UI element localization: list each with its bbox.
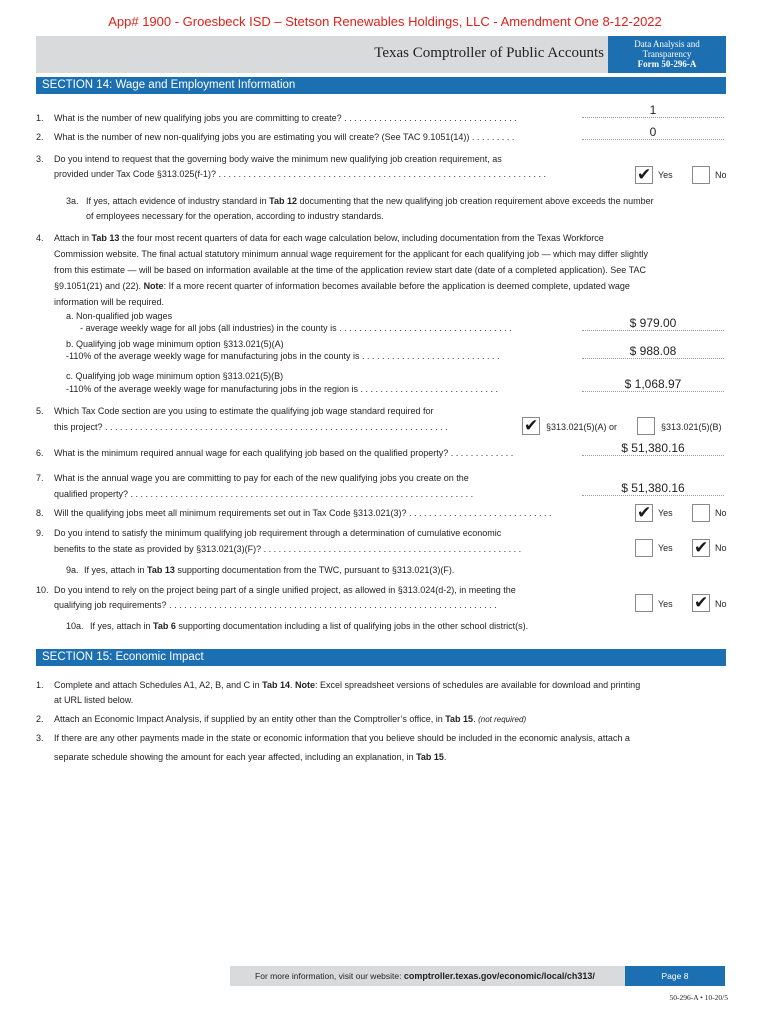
check-mark-icon: ✔ — [637, 165, 652, 184]
q8-no-label: No — [715, 508, 727, 518]
q5-number: 5. — [36, 406, 44, 416]
footer-bar — [230, 966, 725, 986]
q4c-answer-field[interactable]: $ 1,068.97 — [582, 377, 724, 392]
check-mark-icon: ✔ — [637, 503, 652, 522]
q6-text: What is the minimum required annual wage for each qualifying job based on the qualified property? . . . . . . . . . . . . . — [54, 448, 514, 458]
division-line1: Data Analysis and — [634, 39, 700, 49]
q7-text-line2: qualified property? . . . . . . . . . . . . . . . . . . . . . . . . . . . . . . . . . . . . . . . . . . . . . . . . . . . . . . . . . . . . . . . . . . . . . — [54, 489, 474, 499]
q7-number: 7. — [36, 473, 44, 483]
q8-text: Will the qualifying jobs meet all minimum requirements set out in Tax Code §313.021(3)? . . . . . . . . . . . . . . . . . . . . . . . . . . . . . — [54, 508, 552, 518]
q9a-text: If yes, attach in Tab 13 supporting documentation from the TWC, pursuant to §313.021(3)(F). — [84, 565, 455, 575]
q1-number: 1. — [36, 113, 44, 123]
q4-paragraph — [54, 230, 648, 310]
q6-answer-field[interactable]: $ 51,380.16 — [582, 441, 724, 456]
q3-text-line1: Do you intend to request that the governing body waive the minimum new qualifying job creation requirement, as — [54, 154, 502, 164]
q4c-label: c. Qualifying job wage minimum option §313.021(5)(B) — [66, 371, 284, 381]
footer-info: For more information, visit our website: comptroller.texas.gov/economic/local/ch313/ — [255, 971, 595, 981]
website-link[interactable]: comptroller.texas.gov/economic/local/ch313/ — [403, 971, 595, 981]
s15-i1-line1: Complete and attach Schedules A1, A2, B, and C in Tab 14. Note: Excel spreadsheet versions of schedules are available for download and printing — [54, 680, 641, 690]
q10a-text: If yes, attach in Tab 6 supporting documentation including a list of qualifying jobs in the other school district(s). — [90, 621, 529, 631]
s15-i3-line2: separate schedule showing the amount for each year affected, including an explanation, in Tab 15. — [54, 752, 447, 762]
q2-number: 2. — [36, 132, 44, 142]
q3a-text-line1: If yes, attach evidence of industry standard in Tab 12 documenting that the new qualifying job creation requirement above exceeds the number — [86, 196, 654, 206]
q3a-number: 3a. — [66, 196, 79, 206]
q7-answer-field[interactable]: $ 51,380.16 — [582, 481, 724, 496]
q8-number: 8. — [36, 508, 44, 518]
q8-no-checkbox[interactable] — [692, 504, 710, 522]
q9-no-label: No — [715, 543, 727, 553]
q8-yes-checkbox[interactable] — [635, 504, 653, 522]
section-15-header: SECTION 15: Economic Impact — [36, 649, 726, 666]
q5-text-line2: this project? . . . . . . . . . . . . . . . . . . . . . . . . . . . . . . . . . . . . . . . . . . . . . . . . . . . . . . . . . . . . . . . . . . . . . — [54, 422, 448, 432]
s15-i2-text: Attach an Economic Impact Analysis, if supplied by an entity other than the Comptroller’s office, in Tab 15. (not required) — [54, 714, 527, 724]
q5-option-b-label: §313.021(5)(B) — [661, 422, 722, 432]
q3-number: 3. — [36, 154, 44, 164]
s15-i1-number: 1. — [36, 680, 44, 690]
q10a-number: 10a. — [66, 621, 84, 631]
q4-number: 4. — [36, 233, 44, 243]
q5-option-a-checkbox[interactable] — [522, 417, 540, 435]
form-header-bar — [36, 36, 726, 73]
q2-text: What is the number of new non-qualifying jobs you are estimating you will create? (See TAC 9.1051(14)) . . . . . . . . . — [54, 132, 515, 142]
q9-text-line1: Do you intend to satisfy the minimum qualifying job requirement through a determination of cumulative economic — [54, 528, 502, 538]
q10-no-label: No — [715, 599, 727, 609]
q7-text-line1: What is the annual wage you are committing to pay for each of the new qualifying jobs you create on the — [54, 473, 469, 483]
q4c-text: -110% of the average weekly wage for manufacturing jobs in the region is . . . . . . . . . . . . . . . . . . . . . . . . . . . . — [66, 384, 499, 394]
q4b-text: -110% of the average weekly wage for manufacturing jobs in the county is . . . . . . . . . . . . . . . . . . . . . . . . . . . . — [66, 351, 500, 361]
q4-line3: from this estimate — will be based on information available at the time of the application review start date (date of a completed application). See TAC — [54, 265, 646, 275]
q9a-number: 9a. — [66, 565, 79, 575]
q3-no-checkbox[interactable] — [692, 166, 710, 184]
q4-line1: Attach in Tab 13 the four most recent quarters of data for each wage calculation below, including documentation from the Texas Workforce — [54, 233, 604, 243]
q9-number: 9. — [36, 528, 44, 538]
s15-i2-number: 2. — [36, 714, 44, 724]
q9-text-line2: benefits to the state as provided by §313.021(3)(F)? . . . . . . . . . . . . . . . . . . . . . . . . . . . . . . . . . . . . . . . . . . . . . . . . . . . . — [54, 544, 522, 554]
q4-line2: Commission website. The final actual statutory minimum annual wage requirement for the applicant for each qualifying job — which may differ slightly — [54, 249, 648, 259]
q10-no-checkbox[interactable] — [692, 594, 710, 612]
form-id-box — [608, 36, 726, 73]
q4-line4: §9.1051(21) and (22). Note: If a more recent quarter of information becomes available before the application is deemed complete, updated wage — [54, 281, 630, 291]
q4a-label: a. Non-qualified job wages — [66, 311, 173, 321]
section-14-header: SECTION 14: Wage and Employment Information — [36, 77, 726, 94]
q10-text-line2: qualifying job requirements? . . . . . . . . . . . . . . . . . . . . . . . . . . . . . . . . . . . . . . . . . . . . . . . . . . . . . . . . . . . . . . . . . . — [54, 600, 497, 610]
q3-no-label: No — [715, 170, 727, 180]
s15-i3-number: 3. — [36, 733, 44, 743]
s15-i3-line1: If there are any other payments made in the state or economic information that you believe should be included in the economic analysis, attach a — [54, 733, 630, 743]
division-line2: Transparency — [642, 49, 692, 59]
q3-text-line2: provided under Tax Code §313.025(f-1)? . . . . . . . . . . . . . . . . . . . . . . . . . . . . . . . . . . . . . . . . . . . . . . . . . . . . . . . . . . . . . . . . . . — [54, 169, 547, 179]
check-mark-icon: ✔ — [524, 416, 539, 435]
q10-number: 10. — [36, 585, 49, 595]
q3-yes-label: Yes — [658, 170, 673, 180]
q9-yes-label: Yes — [658, 543, 673, 553]
form-number-header: Form 50-296-A — [637, 59, 697, 69]
q4b-answer-field[interactable]: $ 988.08 — [582, 344, 724, 359]
q4a-answer-field[interactable]: $ 979.00 — [582, 316, 724, 331]
q6-number: 6. — [36, 448, 44, 458]
q1-text: What is the number of new qualifying jobs you are committing to create? . . . . . . . . . . . . . . . . . . . . . . . . . . . . . . . . . . . — [54, 113, 517, 123]
page-number: Page 8 — [625, 966, 725, 986]
q3-yes-checkbox[interactable] — [635, 166, 653, 184]
q9-yes-checkbox[interactable] — [635, 539, 653, 557]
q5-text-line1: Which Tax Code section are you using to estimate the qualifying job wage standard required for — [54, 406, 434, 416]
q8-yes-label: Yes — [658, 508, 673, 518]
q10-text-line1: Do you intend to rely on the project being part of a single unified project, as allowed in §313.024(d-2), in meeting the — [54, 585, 516, 595]
q5-option-b-checkbox[interactable] — [637, 417, 655, 435]
check-mark-icon: ✔ — [694, 593, 709, 612]
q9-no-checkbox[interactable] — [692, 539, 710, 557]
q3a-text-line2: of employees necessary for the operation, according to industry standards. — [86, 211, 384, 221]
application-title: App# 1900 - Groesbeck ISD – Stetson Renewables Holdings, LLC - Amendment One 8-12-2022 — [108, 14, 662, 29]
s15-i1-line2: at URL listed below. — [54, 695, 134, 705]
form-number-footer: 50-296-A • 10-20/5 — [669, 993, 728, 1002]
q2-answer-field[interactable]: 0 — [582, 125, 724, 140]
check-mark-icon: ✔ — [694, 538, 709, 557]
q4b-label: b. Qualifying job wage minimum option §313.021(5)(A) — [66, 339, 284, 349]
q4-line5: information will be required. — [54, 297, 165, 307]
q10-yes-checkbox[interactable] — [635, 594, 653, 612]
q1-answer-field[interactable]: 1 — [582, 103, 724, 118]
agency-name: Texas Comptroller of Public Accounts — [374, 45, 604, 61]
q4a-text: - average weekly wage for all jobs (all industries) in the county is . . . . . . . . . . . . . . . . . . . . . . . . . . . . . . . . . . . — [80, 323, 512, 333]
q10-yes-label: Yes — [658, 599, 673, 609]
q5-option-a-label: §313.021(5)(A) or — [546, 422, 618, 432]
